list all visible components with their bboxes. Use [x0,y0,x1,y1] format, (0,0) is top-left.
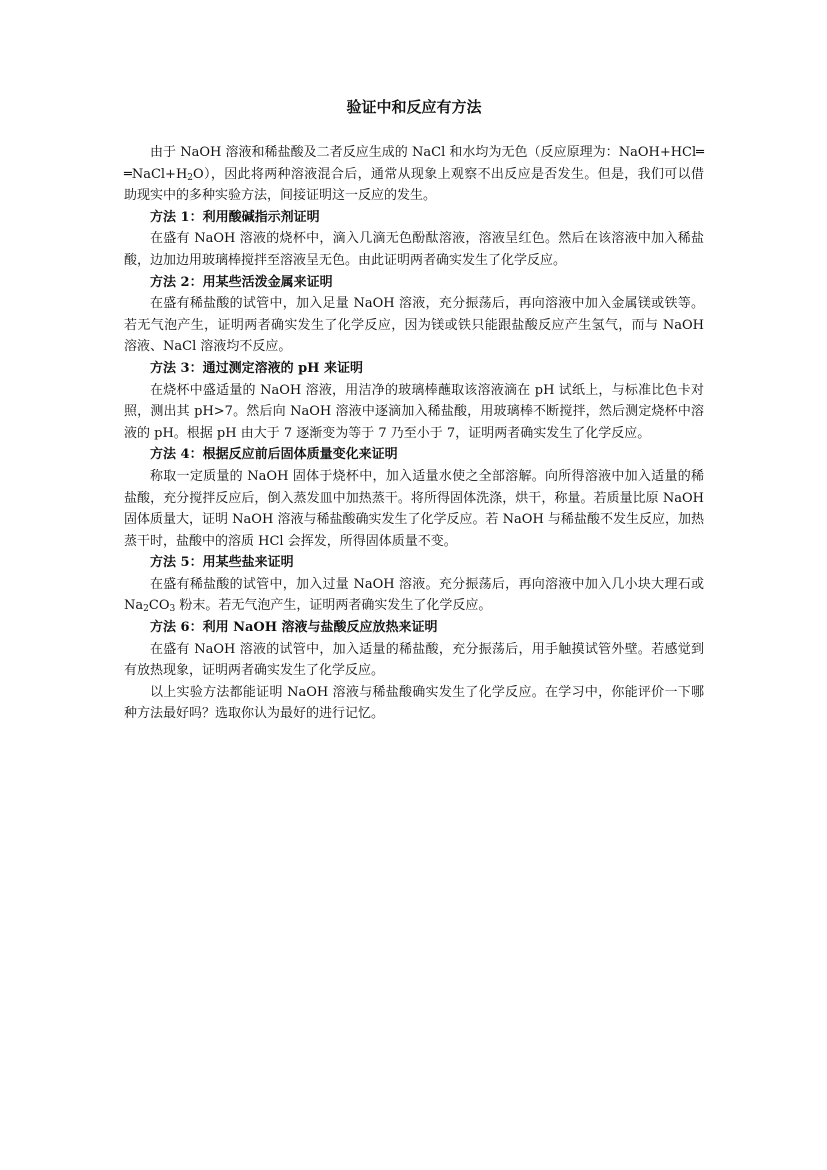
intro-text-part1: 由于 NaOH 溶液和稀盐酸及二者反应生成的 NaCl 和水均为无色（反应原理为：NaOH+HCl══NaCl+H [124,145,704,182]
method6-body: 在盛有 NaOH 溶液的试管中，加入适量的稀盐酸，充分振荡后，用手触摸试管外壁。若感觉到有放热现象，证明两者确实发生了化学反应。 [124,641,704,679]
method1-body: 在盛有 NaOH 溶液的烧杯中，滴入几滴无色酚酞溶液，溶液呈红色。然后在该溶液中加入稀盐酸，边加边用玻璃棒搅拌至溶液呈无色。由此证明两者确实发生了化学反应。 [124,231,704,268]
document-page [124,96,704,725]
intro-subscript-2: 2 [187,172,194,183]
method6-heading: 方法 6：利用 NaOH 溶液与盐酸反应放热来证明 [150,620,438,636]
method4-body: 称取一定质量的 NaOH 固体于烧杯中，加入适量水使之全部溶解。向所得溶液中加入适量的稀盐酸，充分搅拌反应后，倒入蒸发皿中加热蒸干。将所得固体洗涤，烘干，称量。若质量比原 NaOH 固体质量大，证明 NaOH 溶液与稀盐酸确实发生了化学反应。若 NaOH 与稀盐酸不发生反应，加热蒸干时，盐酸中的溶质 HCl 会挥发，所得固体质量不变。 [124,468,704,549]
method5-text-part-b: CO [148,598,170,614]
method3-body: 在烧杯中盛适量的 NaOH 溶液，用洁净的玻璃棒蘸取该溶液滴在 pH 试纸上，与标准比色卡对照，测出其 pH>7。然后向 NaOH 溶液中逐滴加入稀盐酸，用玻璃棒不断搅拌，然后测定烧杯中溶液的 pH。根据 pH 由大于 7 逐渐变为等于 7 乃至小于 7，证明两者确实发生了化学反应。 [124,382,704,441]
intro-paragraph [124,142,704,207]
method4-heading: 方法 4：根据反应前后固体质量变化来证明 [150,447,398,463]
method3-heading: 方法 3：通过测定溶液的 pH 来证明 [150,360,363,376]
method5-subscript-3: 3 [169,604,176,615]
conclusion-paragraph: 以上实验方法都能证明 NaOH 溶液与稀盐酸确实发生了化学反应。在学习中，你能评价一下哪种方法最好吗？选取你认为最好的进行记忆。 [124,684,704,722]
method2-body: 在盛有稀盐酸的试管中，加入足量 NaOH 溶液，充分振荡后，再向溶液中加入金属镁或铁等。若无气泡产生，证明两者确实发生了化学反应，因为镁或铁只能跟盐酸反应产生氢气，而与 NaOH 溶液、NaCl 溶液均不反应。 [124,296,704,355]
method2-heading: 方法 2：用某些活泼金属来证明 [150,274,333,290]
method5-text-part-c: 粉末。若无气泡产生，证明两者确实发生了化学反应。 [175,598,492,614]
page-title: 验证中和反应有方法 [346,98,482,116]
method1-heading: 方法 1：利用酸碱指示剂证明 [150,209,320,225]
method5-heading: 方法 5：用某些盐来证明 [150,555,294,571]
method5-text-part-a: 在盛有稀盐酸的试管中，加入过量 NaOH 溶液。充分振荡后，再向溶液中加入几小块大理石或 Na [124,576,704,614]
method5-body [124,574,704,617]
method5-subscript-2: 2 [143,604,149,615]
intro-text-part2: O），因此将两种溶液混合后，通常从现象上观察不出反应是否发生。但是，我们可以借助现实中的多种实验方法，间接证明这一反应的发生。 [124,166,704,204]
